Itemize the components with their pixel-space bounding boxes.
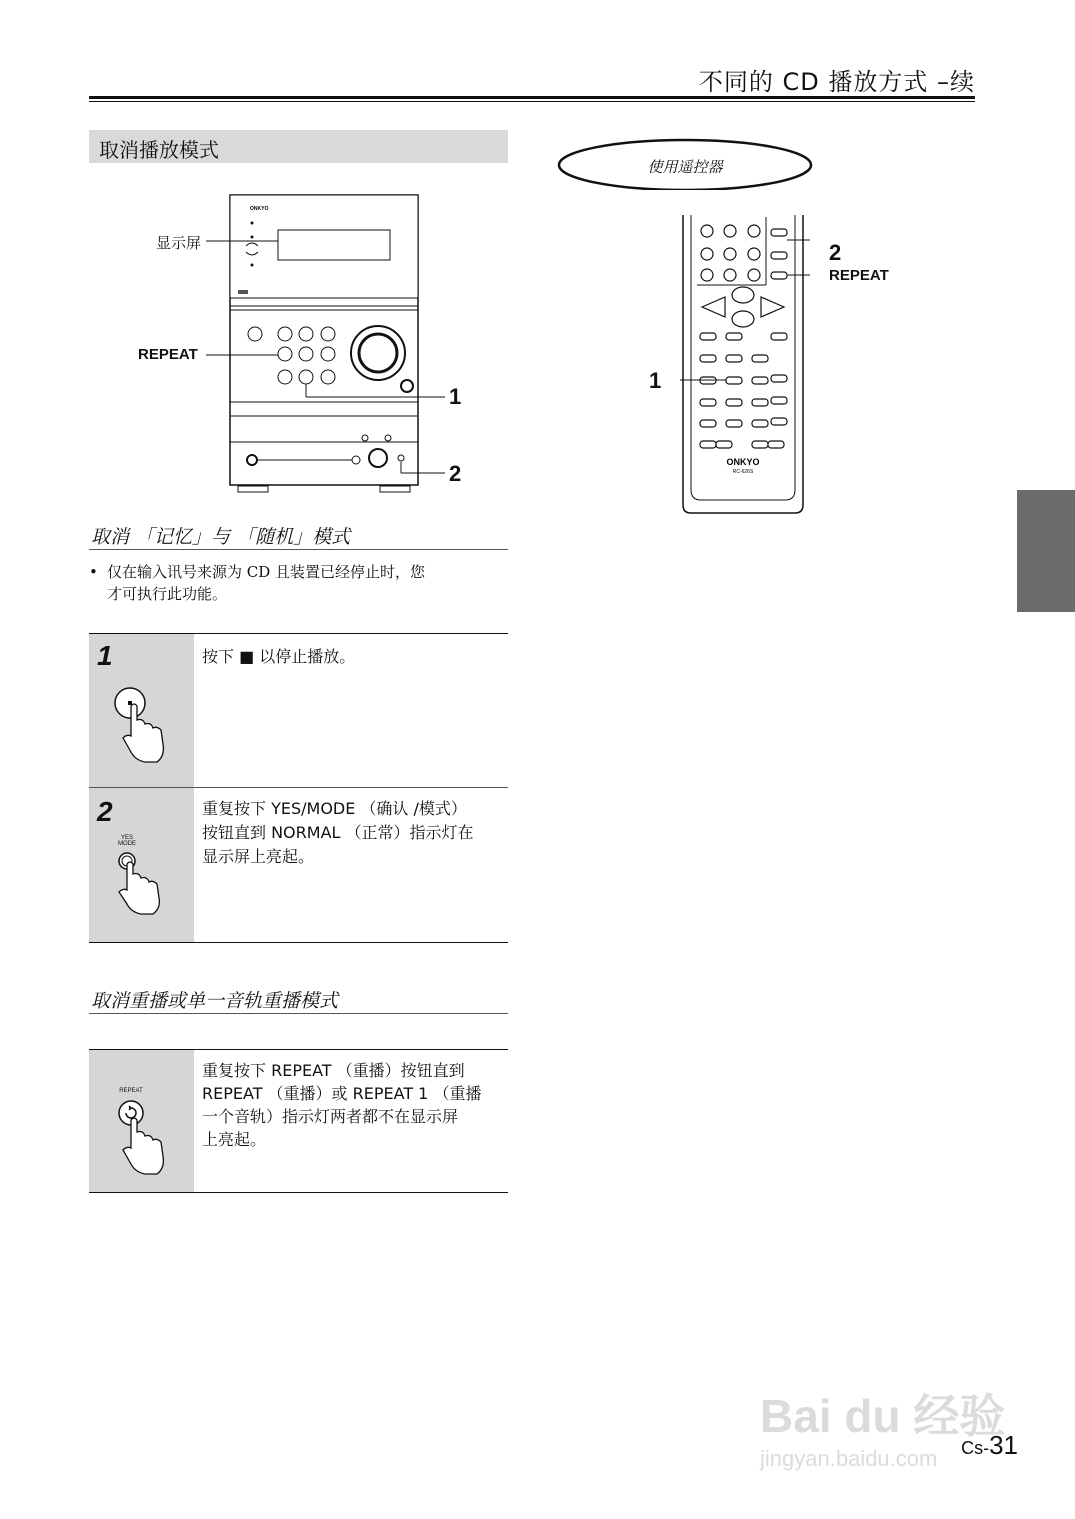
table-rule: [89, 942, 508, 943]
repeat-step-text-line: 重复按下 REPEAT （重播）按钮直到: [202, 1061, 465, 1080]
remote-control-illustration: [680, 215, 810, 515]
step-1-icon-cell: [89, 634, 194, 787]
unit-callout-1: 1: [449, 384, 462, 409]
display-label: 显示屏: [156, 234, 202, 252]
repeat-icon-label: REPEAT: [119, 1088, 143, 1094]
page-number: [961, 1430, 1018, 1461]
header-rule-thin: [89, 101, 975, 102]
subsection-rule: [89, 549, 508, 550]
bullet-dot: •: [89, 563, 98, 581]
remote-callout-1: 1: [649, 368, 662, 393]
step-1-number: 1: [97, 640, 113, 671]
section-title: 取消播放模式: [99, 138, 219, 162]
yes-mode-icon-label: MODE: [118, 841, 136, 847]
subsection-title-memory-random: 取消 「记忆」与 「随机」模式: [91, 526, 351, 548]
repeat-step-text-line: 上亮起。: [202, 1130, 267, 1149]
watermark-url: jingyan.baidu.com: [760, 1446, 938, 1471]
unit-brand: ONKYO: [250, 206, 269, 212]
repeat-step-icon-cell: [89, 1050, 194, 1192]
bullet-line: 才可执行此功能。: [107, 585, 228, 603]
step-2-text-line: 重复按下 YES/MODE （确认 /模式）: [202, 799, 467, 818]
page-number-value: 31: [989, 1430, 1018, 1460]
repeat-step-text-line: 一个音轨）指示灯两者都不在显示屏: [202, 1107, 459, 1126]
step-2-icon-cell: [89, 788, 194, 942]
remote-model: RC-626S: [732, 469, 754, 475]
subsection-title-repeat: 取消重播或单一音轨重播模式: [91, 990, 339, 1012]
watermark-logo-text: Bai du 经验: [760, 1390, 1006, 1442]
stop-button-press-icon: [109, 684, 169, 769]
step-1-text: 按下 ■ 以停止播放。: [202, 647, 356, 666]
repeat-step-text-line: REPEAT （重播）或 REPEAT 1 （重播: [202, 1084, 482, 1103]
bullet-line: 仅在输入讯号来源为 CD 且装置已经停止时，您: [107, 563, 426, 581]
repeat-label-unit: REPEAT: [138, 346, 198, 363]
unit-callout-2: 2: [449, 461, 462, 486]
remote-callout-2: 2: [829, 240, 842, 265]
page-header-title: 不同的 CD 播放方式 –续: [698, 68, 975, 96]
subsection-rule: [89, 1013, 508, 1014]
page-number-prefix: Cs-: [961, 1438, 990, 1458]
yes-mode-icon-label: YES: [120, 835, 133, 841]
chapter-side-tab: [1017, 490, 1075, 612]
table-rule: [89, 1192, 508, 1193]
section-title-bar: [89, 130, 508, 163]
remote-brand: ONKYO: [726, 457, 760, 467]
repeat-label-remote: REPEAT: [829, 267, 889, 284]
step-2-text-line: 按钮直到 NORMAL （正常）指示灯在: [202, 823, 474, 842]
step-2-text-line: 显示屏上亮起。: [202, 847, 315, 866]
remote-bubble-text: 使用遥控器: [647, 158, 723, 176]
yes-mode-button-press-icon: [109, 848, 169, 918]
repeat-button-press-icon: [109, 1098, 169, 1183]
header-rule: [89, 96, 975, 99]
step-2-number: 2: [97, 796, 113, 827]
